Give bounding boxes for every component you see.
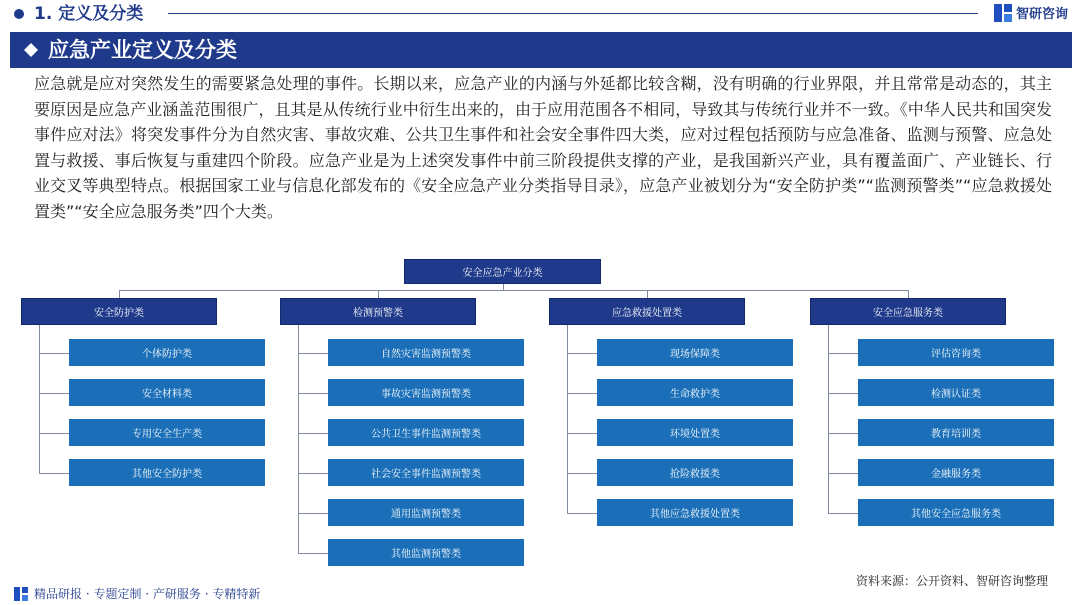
category-trunk: [39, 325, 40, 473]
brand-name: 智研咨询: [1015, 7, 1068, 22]
section-title: 1. 定义及分类: [34, 4, 144, 24]
leaf-node: 现场保障类: [597, 339, 793, 366]
leaf-connector: [828, 353, 858, 354]
leaf-connector: [39, 393, 69, 394]
leaf-node: 个体防护类: [69, 339, 265, 366]
leaf-connector: [828, 433, 858, 434]
leaf-node: 专用安全生产类: [69, 419, 265, 446]
leaf-connector: [298, 393, 328, 394]
leaf-node: 公共卫生事件监测预警类: [328, 419, 524, 446]
leaf-connector: [298, 553, 328, 554]
leaf-connector: [567, 433, 597, 434]
leaf-connector: [39, 473, 69, 474]
leaf-connector: [298, 473, 328, 474]
leaf-node: 其他应急救援处置类: [597, 499, 793, 526]
category-node: 应急救援处置类: [549, 298, 745, 325]
category-drop: [647, 290, 648, 298]
leaf-connector: [39, 433, 69, 434]
category-node: 安全应急服务类: [810, 298, 1006, 325]
leaf-node: 评估咨询类: [858, 339, 1054, 366]
category-trunk: [298, 325, 299, 553]
category-drop: [908, 290, 909, 298]
leaf-connector: [828, 513, 858, 514]
leaf-connector: [298, 353, 328, 354]
leaf-node: 其他安全应急服务类: [858, 499, 1054, 526]
leaf-node: 安全材料类: [69, 379, 265, 406]
category-bus: [119, 290, 908, 291]
leaf-connector: [567, 473, 597, 474]
root-node: 安全应急产业分类: [404, 259, 601, 284]
category-drop: [378, 290, 379, 298]
leaf-node: 教育培训类: [858, 419, 1054, 446]
leaf-connector: [567, 393, 597, 394]
leaf-node: 其他监测预警类: [328, 539, 524, 566]
page-title: 应急产业定义及分类: [48, 38, 237, 62]
category-node: 安全防护类: [21, 298, 217, 325]
leaf-node: 事故灾害监测预警类: [328, 379, 524, 406]
footer-tagline: 精品研报 · 专题定制 · 产研服务 · 专精特新: [34, 587, 261, 601]
intro-paragraph: 应急就是应对突然发生的需要紧急处理的事件。长期以来，应急产业的内涵与外延都比较含糊，没有明确的行业界限，并且常常是动态的，其主要原因是应急产业涵盖范围很广，且其是从传统行业中衍生出来的，由于应用范围各不相同，导致其与传统行业并不一致。《中华人民共和国突发事件应对法》将突发事件分为自然灾害、事故灾难、公共卫生事件和社会安全事件四大类，应对过程包括预防与应急准备、监测与预警、应急处置与救援、事后恢复与重建四个阶段。应急产业是为上述突发事件中前三阶段提供支撑的产业，是我国新兴产业，具有覆盖面广、产业链长、行业交叉等典型特点。根据国家工业与信息化部发布的《安全应急产业分类指导目录》，应急产业被划分为“安全防护类”“监测预警类”“应急救援处置类”“安全应急服务类”四个大类。: [34, 74, 1052, 221]
leaf-connector: [39, 353, 69, 354]
leaf-node: 其他安全防护类: [69, 459, 265, 486]
source-note: 资料来源：公开资料、智研咨询整理: [855, 574, 1048, 588]
leaf-connector: [567, 513, 597, 514]
leaf-node: 自然灾害监测预警类: [328, 339, 524, 366]
leaf-connector: [828, 473, 858, 474]
footer-tagline-group: [14, 585, 260, 602]
leaf-node: 通用监测预警类: [328, 499, 524, 526]
leaf-node: 社会安全事件监测预警类: [328, 459, 524, 486]
category-drop: [119, 290, 120, 298]
leaf-node: 抢险救援类: [597, 459, 793, 486]
leaf-node: 生命救护类: [597, 379, 793, 406]
footer-logo-icon: [14, 587, 28, 601]
leaf-node: 金融服务类: [858, 459, 1054, 486]
leaf-connector: [298, 433, 328, 434]
leaf-node: 检测认证类: [858, 379, 1054, 406]
leaf-connector: [567, 353, 597, 354]
leaf-connector: [298, 513, 328, 514]
category-node: 检测预警类: [280, 298, 476, 325]
leaf-connector: [828, 393, 858, 394]
leaf-node: 环境处置类: [597, 419, 793, 446]
